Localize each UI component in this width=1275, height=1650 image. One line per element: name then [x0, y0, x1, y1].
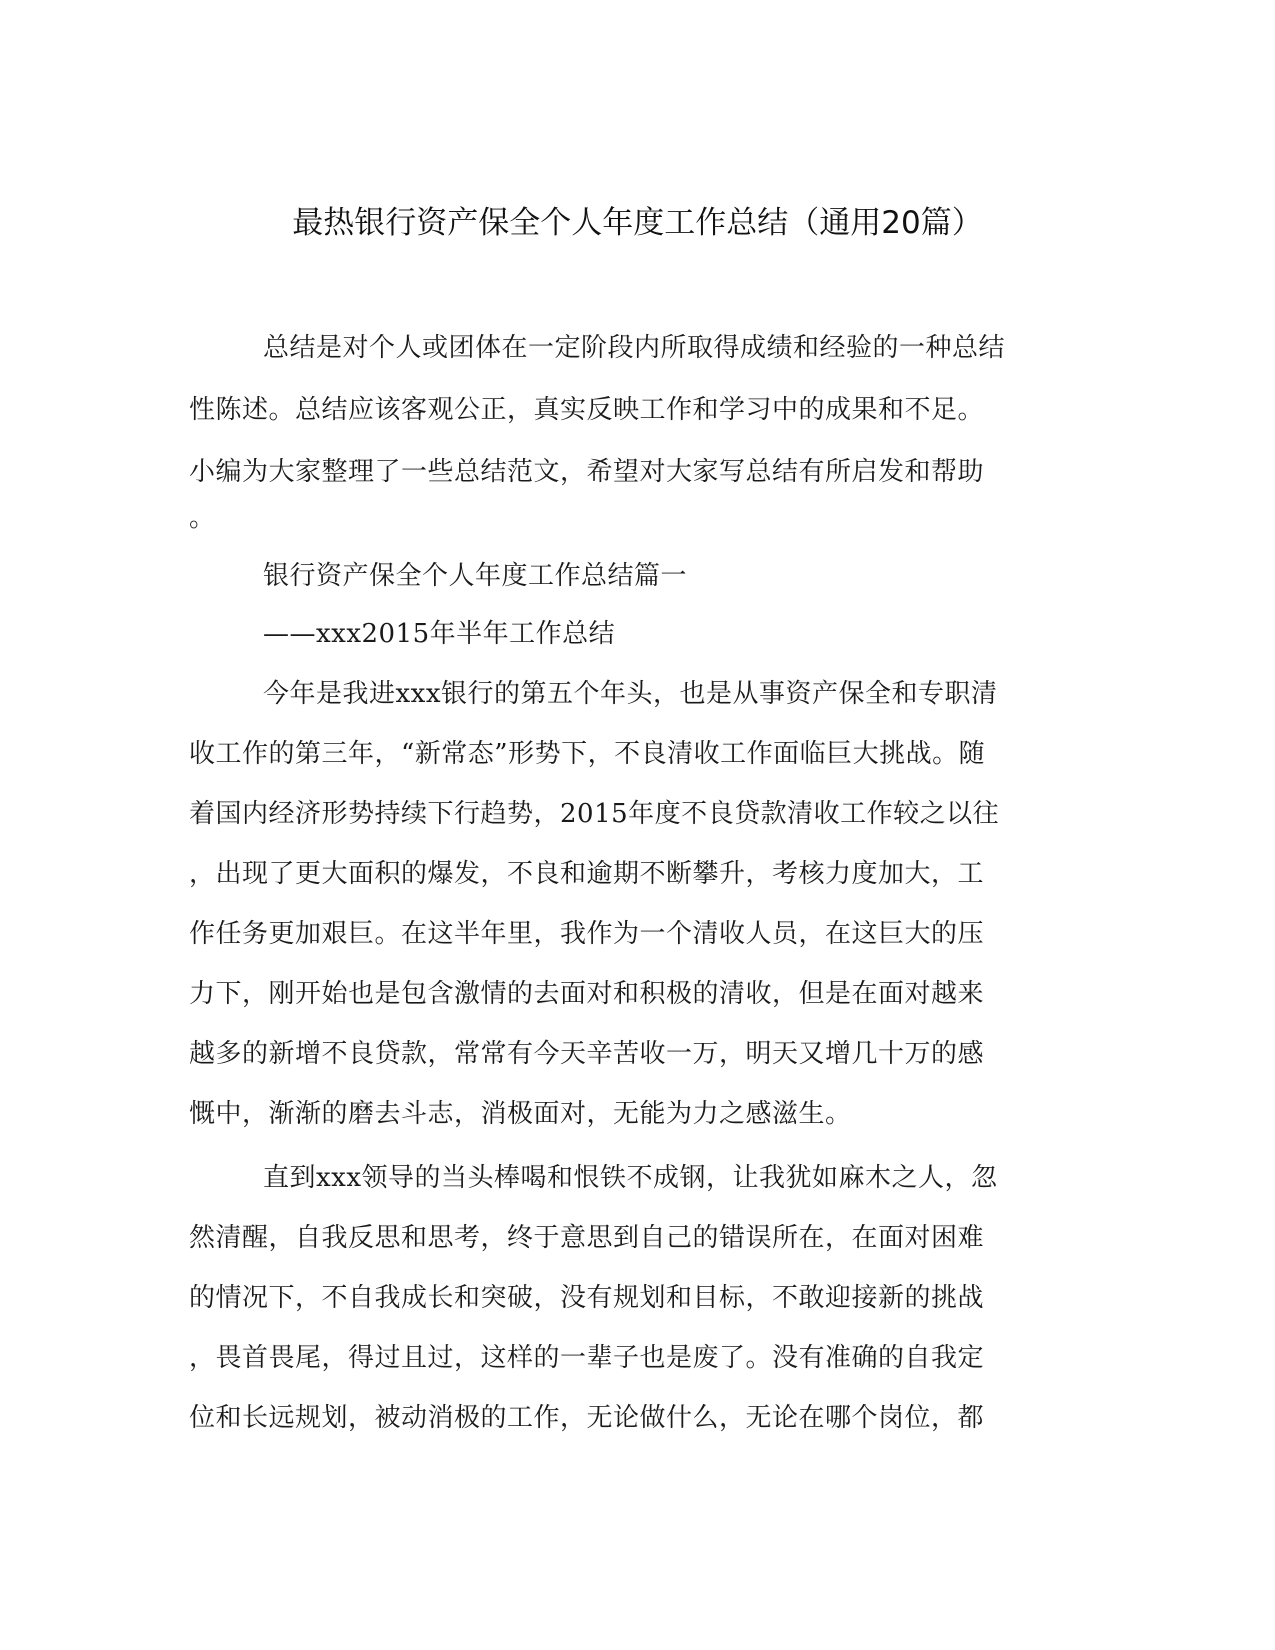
- section-subtitle: ——xxx2015年半年工作总结: [263, 619, 616, 649]
- document-title: 最热银行资产保全个人年度工作总结（通用20篇）: [292, 205, 983, 241]
- paragraph-line: 越多的新增不良贷款，常常有今天辛苦收一万，明天又增几十万的感: [189, 1039, 985, 1069]
- paragraph-line: 作任务更加艰巨。在这半年里，我作为一个清收人员，在这巨大的压: [189, 919, 985, 949]
- paragraph-line: 然清醒，自我反思和思考，终于意思到自己的错误所在，在面对困难: [189, 1223, 985, 1253]
- paragraph-line: 力下，刚开始也是包含激情的去面对和积极的清收，但是在面对越来: [189, 979, 985, 1009]
- paragraph-line: 直到xxx领导的当头棒喝和恨铁不成钢，让我犹如麻木之人，忽: [263, 1163, 998, 1193]
- intro-line: 总结是对个人或团体在一定阶段内所取得成绩和经验的一种总结: [263, 333, 1006, 363]
- paragraph-line: 今年是我进xxx银行的第五个年头，也是从事资产保全和专职清: [263, 679, 998, 709]
- section-heading: 银行资产保全个人年度工作总结篇一: [263, 561, 688, 591]
- intro-line: 小编为大家整理了一些总结范文，希望对大家写总结有所启发和帮助: [189, 457, 985, 487]
- paragraph-line: 的情况下，不自我成长和突破，没有规划和目标，不敢迎接新的挑战: [189, 1283, 985, 1313]
- paragraph-line: ，畏首畏尾，得过且过，这样的一辈子也是废了。没有准确的自我定: [189, 1343, 985, 1373]
- paragraph-line: 位和长远规划，被动消极的工作，无论做什么，无论在哪个岗位，都: [189, 1403, 985, 1433]
- intro-line: 性陈述。总结应该客观公正，真实反映工作和学习中的成果和不足。: [189, 395, 985, 425]
- intro-line: 。: [189, 503, 216, 533]
- paragraph-line: 着国内经济形势持续下行趋势，2015年度不良贷款清收工作较之以往: [189, 799, 1000, 829]
- paragraph-line: ，出现了更大面积的爆发，不良和逾期不断攀升，考核力度加大，工: [189, 859, 985, 889]
- paragraph-line: 收工作的第三年，“新常态”形势下，不良清收工作面临巨大挑战。随: [189, 739, 986, 769]
- paragraph-line: 慨中，渐渐的磨去斗志，消极面对，无能为力之感滋生。: [189, 1099, 852, 1129]
